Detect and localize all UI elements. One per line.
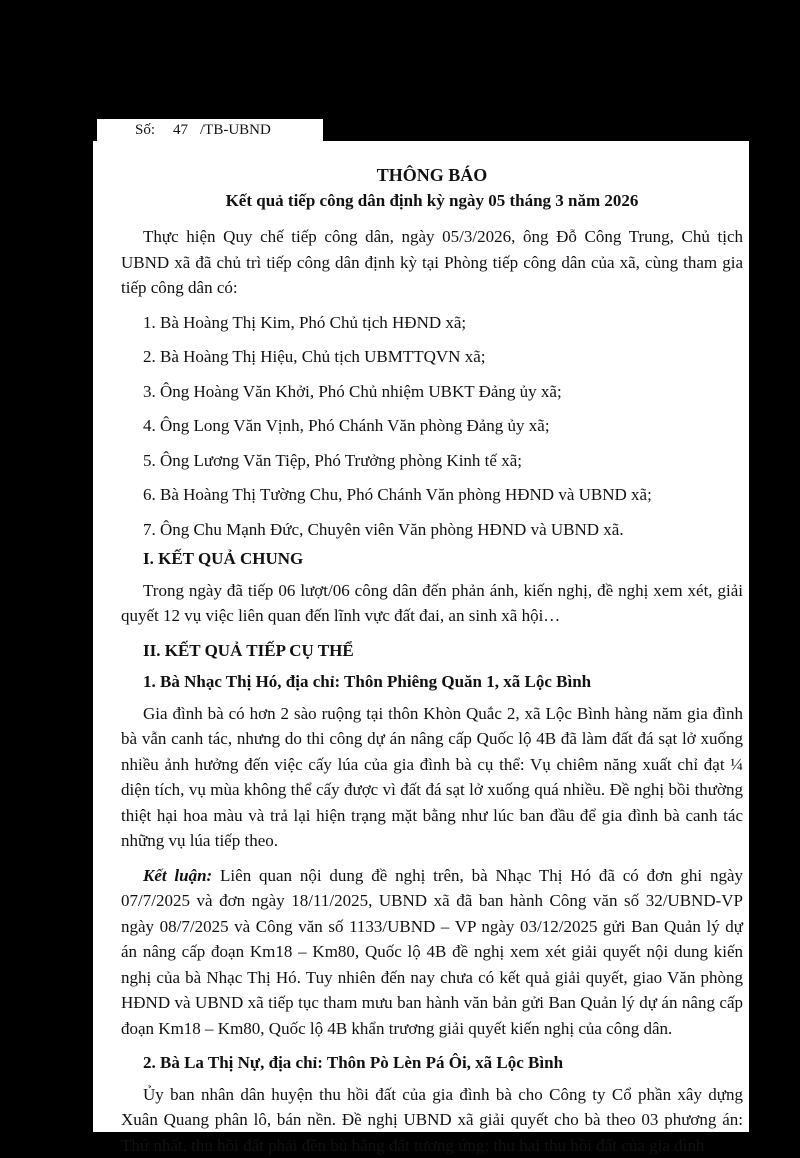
participant-item: 7. Ông Chu Mạnh Đức, Chuyên viên Văn phòng HĐND và UBND xã. [121, 517, 743, 543]
document-subtitle: Kết quả tiếp công dân định kỳ ngày 05 tháng 3 năm 2026 [121, 188, 743, 214]
section-heading-details: II. KẾT QUẢ TIẾP CỤ THỂ [121, 638, 743, 664]
conclusion-label: Kết luận: [143, 866, 212, 885]
participant-item: 3. Ông Hoàng Văn Khởi, Phó Chủ nhiệm UBKT Đảng ủy xã; [121, 379, 743, 405]
document-number-suffix: /TB-UBND [200, 119, 271, 141]
document-body [121, 162, 743, 1158]
participant-item: 2. Bà Hoàng Thị Hiệu, Chủ tịch UBMTTQVN xã; [121, 344, 743, 370]
case2-heading: 2. Bà La Thị Nự, địa chỉ: Thôn Pò Lèn Pá Ôi, xã Lộc Bình [121, 1050, 743, 1076]
participant-item: 5. Ông Lương Văn Tiệp, Phó Trưởng phòng Kinh tế xã; [121, 448, 743, 474]
document-number-box [97, 119, 323, 141]
case1-conclusion [121, 863, 743, 1042]
section-heading-general: I. KẾT QUẢ CHUNG [121, 546, 743, 572]
participant-item: 4. Ông Long Văn Vịnh, Phó Chánh Văn phòng Đảng ủy xã; [121, 413, 743, 439]
case2-content: Ủy ban nhân dân huyện thu hồi đất của gia đình bà cho Công ty Cổ phần xây dựng Xuân Quang phân lô, bán nền. Đề nghị UBND xã giải quyết cho bà theo 03 phương án: Thứ nhất, thu hồi đất phải đền bù bằng đất tương ứng; thu hai thu hồi đất của gia đình [121, 1082, 743, 1158]
document-number-label: Số: [135, 119, 155, 141]
case1-heading: 1. Bà Nhạc Thị Hó, địa chỉ: Thôn Phiêng Quăn 1, xã Lộc Bình [121, 669, 743, 695]
participant-item: 1. Bà Hoàng Thị Kim, Phó Chủ tịch HĐND xã; [121, 310, 743, 336]
scan-border [0, 1012, 54, 1132]
document-number-value: 47 [173, 119, 188, 141]
intro-paragraph: Thực hiện Quy chế tiếp công dân, ngày 05/3/2026, ông Đỗ Công Trung, Chủ tịch UBND xã đã chủ trì tiếp công dân định kỳ tại Phòng tiếp công dân của xã, cùng tham gia tiếp công dân có: [121, 224, 743, 301]
document-title: THÔNG BÁO [121, 162, 743, 188]
general-result-paragraph: Trong ngày đã tiếp 06 lượt/06 công dân đến phản ánh, kiến nghị, đề nghị xem xét, giải quyết 12 vụ việc liên quan đến lĩnh vực đất đai, an sinh xã hội… [121, 578, 743, 629]
participant-item: 6. Bà Hoàng Thị Tường Chu, Phó Chánh Văn phòng HĐND và UBND xã; [121, 482, 743, 508]
case1-content: Gia đình bà có hơn 2 sào ruộng tại thôn Khòn Quắc 2, xã Lộc Bình hàng năm gia đình bà vẫn canh tác, nhưng do thi công dự án nâng cấp Quốc lộ 4B đã làm đất đá sạt lở xuống nhiều ảnh hưởng đến việc cấy lúa của gia đình bà cụ thể: Vụ chiêm năng xuất chỉ đạt ¼ diện tích, vụ mùa không thể cấy được vì đất đá sạt lở xuống quá nhiều. Đề nghị bồi thường thiệt hại hoa màu và trả lại hiện trạng mặt bằng như lúc ban đầu để gia đình bà canh tác những vụ lúa tiếp theo. [121, 701, 743, 854]
conclusion-text: Liên quan nội dung đề nghị trên, bà Nhạc Thị Hó đã có đơn ghi ngày 07/7/2025 và đơn ngày 18/11/2025, UBND xã đã ban hành Công văn số 32/UBND-VP ngày 08/7/2025 và Công văn số 1133/UBND – VP ngày 03/12/2025 gửi Ban Quản lý dự án nâng cấp đoạn Km18 – Km80, Quốc lộ 4B đề nghị xem xét giải quyết nội dung kiến nghị của bà Nhạc Thị Hó. Tuy nhiên đến nay chưa có kết quả giải quyết, giao Văn phòng HĐND và UBND xã tiếp tục tham mưu ban hành văn bản gửi Ban Quản lý dự án nâng cấp đoạn Km18 – Km80, Quốc lộ 4B khẩn trương giải quyết kiến nghị của công dân. [121, 866, 743, 1038]
